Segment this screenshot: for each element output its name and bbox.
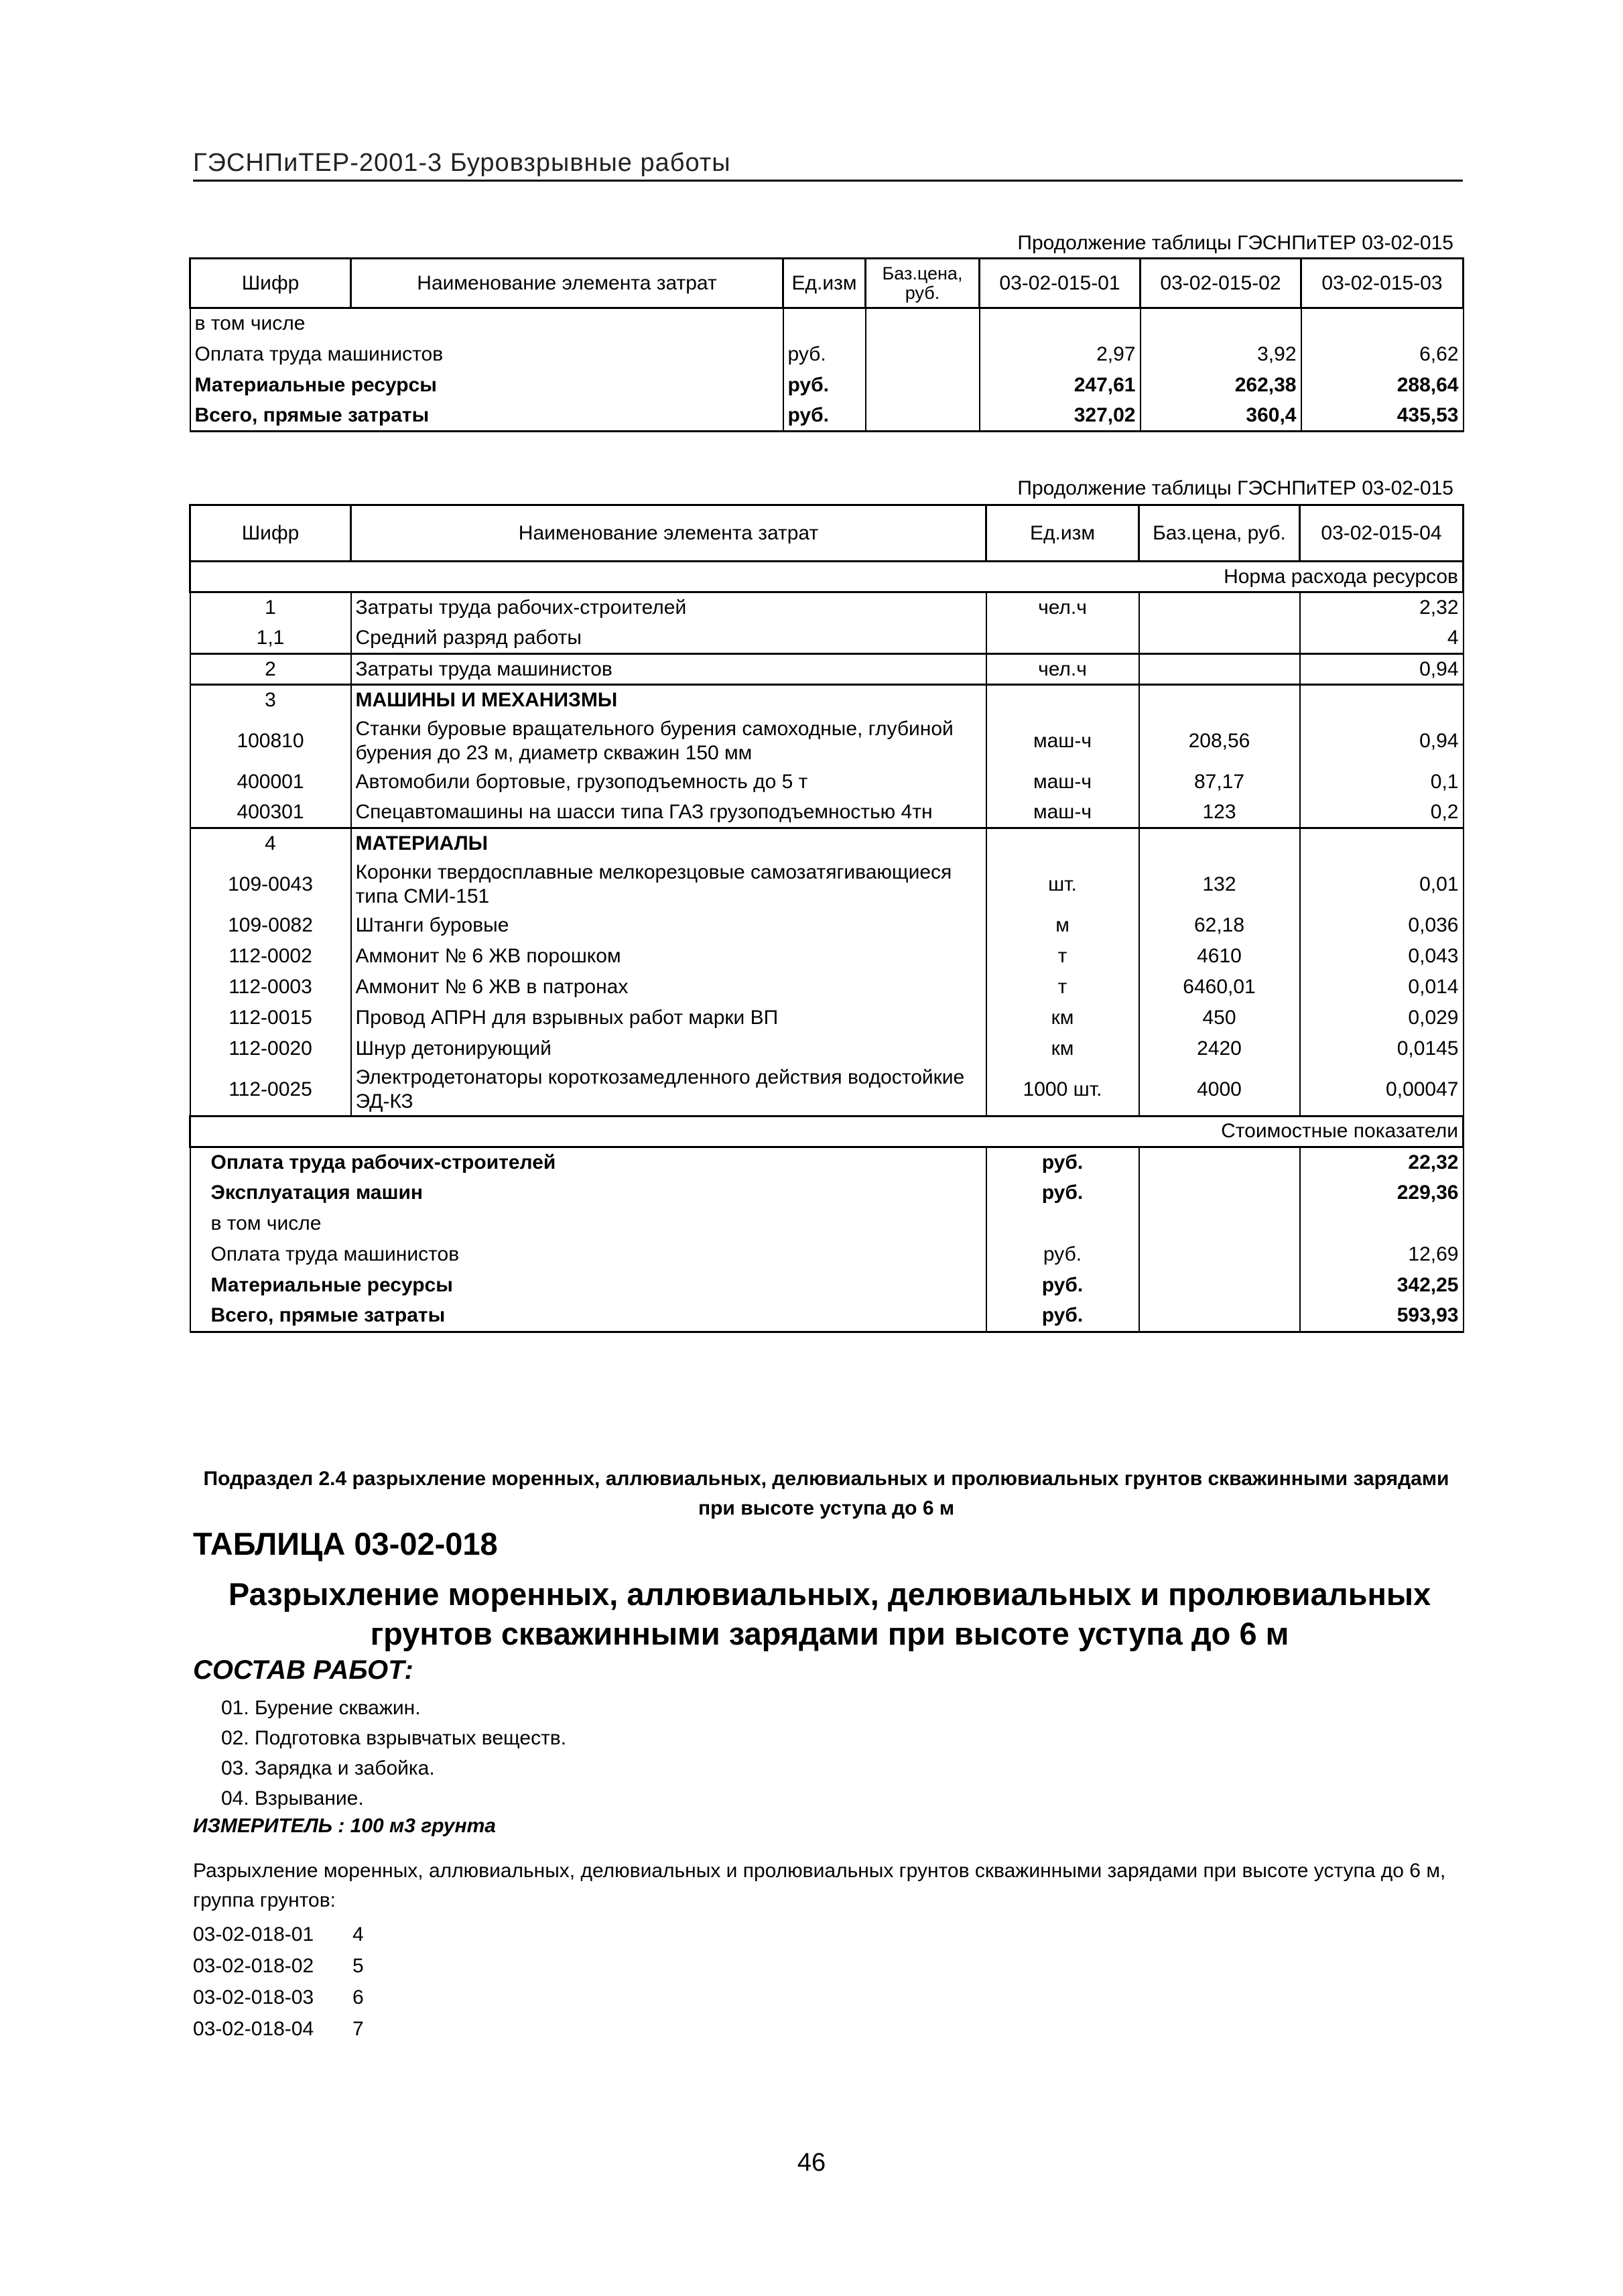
row-code: 112-0015 [190, 1003, 351, 1033]
table-title: ТАБЛИЦА 03-02-018 [193, 1526, 498, 1561]
row-label: Всего, прямые затраты [190, 1301, 986, 1332]
row-unit: руб. [783, 370, 866, 401]
row-code: 4 [190, 828, 351, 859]
work-item: 04. Взрывание. [221, 1787, 364, 1809]
row-name: МАШИНЫ И МЕХАНИЗМЫ [351, 685, 986, 716]
row-name: Средний разряд работы [351, 623, 986, 654]
row-price [1139, 592, 1300, 623]
row-code: 400001 [190, 767, 351, 798]
row-name: Аммонит № 6 ЖВ в патронах [351, 972, 986, 1003]
table1-caption: Продолжение таблицы ГЭСНПиТЕР 03-02-015 [1017, 232, 1453, 254]
row-value: 0,036 [1300, 910, 1464, 941]
row-unit: маш-ч [986, 798, 1139, 828]
row-code: 3 [190, 685, 351, 716]
item-group: 4 [352, 1923, 364, 1946]
row-unit: руб. [986, 1301, 1139, 1332]
table-row [190, 1239, 1464, 1270]
row-unit: чел.ч [986, 654, 1139, 685]
row-unit: чел.ч [986, 592, 1139, 623]
main-title: Разрыхление моренных, аллювиальных, делювиальных и пролювиальных грунтов скважинными зарядами при высоте уступа до 6 м [228, 1576, 1431, 1651]
row-code: 112-0020 [190, 1033, 351, 1064]
cost-header: Стоимостные показатели [190, 1116, 1464, 1147]
row-unit: руб. [783, 339, 866, 370]
row-name: Провод АПРН для взрывных работ марки ВП [351, 1003, 986, 1033]
row-label: Материальные ресурсы [190, 370, 783, 401]
row-value: 0,2 [1300, 798, 1464, 828]
table-row [190, 685, 1464, 716]
row-unit [783, 308, 866, 339]
row-unit: руб. [986, 1177, 1139, 1208]
item-group: 5 [352, 1955, 364, 1977]
table2 [189, 504, 1464, 1333]
row-price: 450 [1139, 1003, 1300, 1033]
row-unit: т [986, 941, 1139, 972]
row-label: Всего, прямые затраты [190, 401, 783, 432]
table-row [190, 1301, 1464, 1332]
row-label: в том числе [190, 308, 783, 339]
row-label: Оплата труда машинистов [190, 1239, 986, 1270]
table-row [190, 1177, 1464, 1208]
item-group: 7 [352, 2018, 364, 2040]
table-row [190, 972, 1464, 1003]
subsection-heading: Подраздел 2.4 разрыхление моренных, аллювиальных, делювиальных и пролювиальных грунтов скважинными зарядами при высоте уступа до 6 м [203, 1468, 1449, 1519]
table-row [190, 941, 1464, 972]
table1-header-col3: 03-02-015-03 [1301, 259, 1464, 308]
table2-header-price: Баз.цена, руб. [1139, 505, 1300, 562]
row-price: 62,18 [1139, 910, 1300, 941]
row-value: 3,92 [1141, 339, 1301, 370]
row-unit: руб. [986, 1239, 1139, 1270]
list-item [193, 1923, 364, 1946]
row-value: 22,32 [1300, 1147, 1464, 1177]
row-price: 4610 [1139, 941, 1300, 972]
composition-label: СОСТАВ РАБОТ: [193, 1655, 413, 1685]
table-row [190, 1270, 1464, 1301]
table-row [190, 1003, 1464, 1033]
item-code: 03-02-018-02 [193, 1955, 314, 1977]
table1-header-unit: Ед.изм [783, 259, 866, 308]
row-code: 112-0003 [190, 972, 351, 1003]
item-code: 03-02-018-01 [193, 1923, 314, 1946]
row-price: 208,56 [1139, 716, 1300, 767]
row-value: 360,4 [1141, 401, 1301, 432]
row-value: 0,0145 [1300, 1033, 1464, 1064]
table-row [190, 767, 1464, 798]
running-header: ГЭСНПиТЕР-2001-3 Буровзрывные работы [193, 149, 731, 177]
table1-header-col2: 03-02-015-02 [1141, 259, 1301, 308]
row-value [980, 308, 1141, 339]
table1-header-code: Шифр [190, 259, 351, 308]
list-item [193, 1955, 364, 1978]
table-row [190, 716, 1464, 767]
table1-header-name: Наименование элемента затрат [351, 259, 783, 308]
work-item: 02. Подготовка взрывчатых веществ. [221, 1727, 567, 1749]
row-price: 2420 [1139, 1033, 1300, 1064]
table2-header-name: Наименование элемента затрат [351, 505, 986, 562]
row-name: Станки буровые вращательного бурения самоходные, глубиной бурения до 23 м, диаметр скважин 150 мм [351, 716, 986, 767]
row-unit: м [986, 910, 1139, 941]
row-name: Коронки твердосплавные мелкорезцовые самозатягивающиеся типа СМИ-151 [351, 859, 986, 910]
table-row [190, 370, 1464, 401]
measurement-unit: ИЗМЕРИТЕЛЬ : 100 м3 грунта [193, 1815, 496, 1837]
table-row [190, 401, 1464, 432]
description: Разрыхление моренных, аллювиальных, делювиальных и пролювиальных грунтов скважинными зарядами при высоте уступа до 6 м, группа грунтов: [193, 1860, 1446, 1911]
row-value: 0,94 [1300, 716, 1464, 767]
row-value: 12,69 [1300, 1239, 1464, 1270]
row-label: Оплата труда рабочих-строителей [190, 1147, 986, 1177]
table-row [190, 798, 1464, 828]
row-unit: маш-ч [986, 767, 1139, 798]
row-name: Затраты труда машинистов [351, 654, 986, 685]
table2-header-col4: 03-02-015-04 [1300, 505, 1464, 562]
row-value: 327,02 [980, 401, 1141, 432]
table2-header-unit: Ед.изм [986, 505, 1139, 562]
row-name: Затраты труда рабочих-строителей [351, 592, 986, 623]
row-value: 0,029 [1300, 1003, 1464, 1033]
work-item: 03. Зарядка и забойка. [221, 1757, 435, 1779]
table-row [190, 1147, 1464, 1177]
row-value [1301, 308, 1464, 339]
item-code: 03-02-018-03 [193, 1986, 314, 2008]
header-rule [193, 180, 1463, 182]
row-unit [986, 623, 1139, 654]
table-row [190, 1064, 1464, 1117]
row-price: 123 [1139, 798, 1300, 828]
row-unit: маш-ч [986, 716, 1139, 767]
table-row [190, 910, 1464, 941]
row-unit: руб. [986, 1147, 1139, 1177]
row-value: 0,94 [1300, 654, 1464, 685]
row-name: Спецавтомашины на шасси типа ГАЗ грузоподъемностью 4тн [351, 798, 986, 828]
row-code: 109-0082 [190, 910, 351, 941]
row-value: 0,1 [1300, 767, 1464, 798]
table-row [190, 1208, 1464, 1239]
list-item [193, 2018, 364, 2041]
row-unit: км [986, 1033, 1139, 1064]
row-price: 132 [1139, 859, 1300, 910]
row-name: Аммонит № 6 ЖВ порошком [351, 941, 986, 972]
row-unit: шт. [986, 859, 1139, 910]
row-value: 229,36 [1300, 1177, 1464, 1208]
table1-header-col1: 03-02-015-01 [980, 259, 1141, 308]
row-price [1139, 623, 1300, 654]
row-unit: 1000 шт. [986, 1064, 1139, 1117]
row-value: 262,38 [1141, 370, 1301, 401]
row-value [1300, 1208, 1464, 1239]
table1 [189, 257, 1464, 432]
row-code: 1 [190, 592, 351, 623]
item-code: 03-02-018-04 [193, 2018, 314, 2040]
row-value: 0,00047 [1300, 1064, 1464, 1117]
row-value [1141, 308, 1301, 339]
table-row [190, 1033, 1464, 1064]
table-row [190, 623, 1464, 654]
row-value: 435,53 [1301, 401, 1464, 432]
row-unit: т [986, 972, 1139, 1003]
row-unit [986, 1208, 1139, 1239]
table2-caption: Продолжение таблицы ГЭСНПиТЕР 03-02-015 [1017, 477, 1453, 499]
table-row [190, 592, 1464, 623]
row-label: Эксплуатация машин [190, 1177, 986, 1208]
row-value: 2,32 [1300, 592, 1464, 623]
row-value: 2,97 [980, 339, 1141, 370]
item-group: 6 [352, 1986, 364, 2008]
row-price: 4000 [1139, 1064, 1300, 1117]
row-name: Электродетонаторы короткозамедленного действия водостойкие ЭД-КЗ [351, 1064, 986, 1117]
table-row [190, 828, 1464, 859]
row-code: 400301 [190, 798, 351, 828]
norm-header: Норма расхода ресурсов [190, 562, 1464, 592]
work-item: 01. Бурение скважин. [221, 1697, 421, 1719]
row-name: Штанги буровые [351, 910, 986, 941]
row-unit: км [986, 1003, 1139, 1033]
row-value: 0,014 [1300, 972, 1464, 1003]
table-row [190, 308, 1464, 339]
row-value: 0,043 [1300, 941, 1464, 972]
page-number: 46 [797, 2149, 826, 2177]
row-value: 247,61 [980, 370, 1141, 401]
table1-header-price: Баз.цена, руб. [866, 259, 980, 308]
row-value: 0,01 [1300, 859, 1464, 910]
row-label: Оплата труда машинистов [190, 339, 783, 370]
row-value: 4 [1300, 623, 1464, 654]
row-code: 1,1 [190, 623, 351, 654]
row-price: 6460,01 [1139, 972, 1300, 1003]
row-code: 112-0025 [190, 1064, 351, 1117]
row-value: 6,62 [1301, 339, 1464, 370]
row-unit: руб. [986, 1270, 1139, 1301]
row-label: Материальные ресурсы [190, 1270, 986, 1301]
table-row [190, 859, 1464, 910]
row-unit: руб. [783, 401, 866, 432]
row-name: Автомобили бортовые, грузоподъемность до 5 т [351, 767, 986, 798]
row-code: 109-0043 [190, 859, 351, 910]
table2-header-code: Шифр [190, 505, 351, 562]
row-code: 2 [190, 654, 351, 685]
row-code: 112-0002 [190, 941, 351, 972]
table-row [190, 339, 1464, 370]
row-price [1139, 654, 1300, 685]
row-value: 593,93 [1300, 1301, 1464, 1332]
row-code: 100810 [190, 716, 351, 767]
row-value: 288,64 [1301, 370, 1464, 401]
row-label: в том числе [190, 1208, 986, 1239]
row-name: Шнур детонирующий [351, 1033, 986, 1064]
row-name: МАТЕРИАЛЫ [351, 828, 986, 859]
table-row [190, 654, 1464, 685]
row-price: 87,17 [1139, 767, 1300, 798]
row-value: 342,25 [1300, 1270, 1464, 1301]
list-item [193, 1986, 364, 2009]
